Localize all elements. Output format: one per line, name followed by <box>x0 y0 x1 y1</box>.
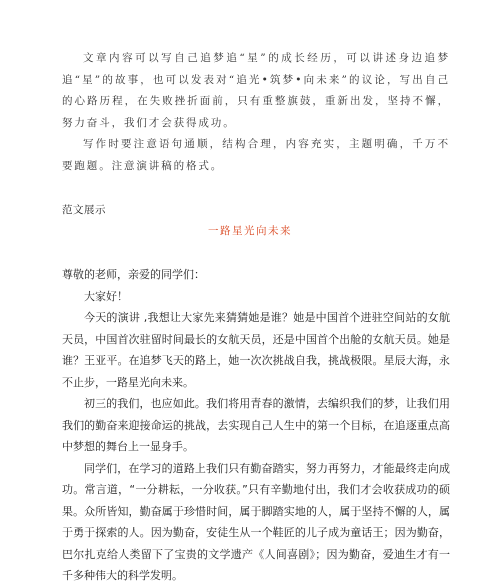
guidance-paragraph: 文章内容可以写自己追梦追“星”的成长经历，可以讲述身边追梦追“星”的故事，也可以发表对“追光•筑梦•向未来”的议论，写出自己的心路历程，在失败挫折面前，只有重整旗鼓，重新出发，坚持不懈，努力奋斗，我们才会获得成功。 <box>62 52 450 129</box>
guidance-paragraph: 写作时要注意语句通顺，结构合理，内容充实，主题明确，千万不要跑题。注意演讲稿的格式。 <box>62 138 450 172</box>
essay-paragraph: 今天的演讲 ,我想让大家先来猜猜她是谁？她是中国首个进驻空间站的女航天员，中国首次驻留时间最长的女航天员，还是中国首个出舱的女航天员。她是谁？王亚平。在追梦飞天的路上，她一次次挑战自我，挑战极限。星辰大海，永不止步，一路星光向未来。 <box>62 311 450 389</box>
essay-title: 一路星光向未来 <box>208 225 292 237</box>
essay-paragraph: 同学们，在学习的道路上我们只有勤奋踏实，努力再努力，才能最终走向成功。常言道，“一分耕耘，一分收获。”只有辛勤地付出，我们才会收获成功的硕果。众所皆知，勤奋属于珍惜时间，属于脚踏实地的人，属于坚持不懈的人，属于勇于探索的人。因为勤奋，安徒生从一个鞋匠的儿子成为童话王；因为勤奋，巴尔扎克给人类留下了宝贵的文学遗产《人间喜剧》；因为勤奋，爱迪生才有一千多种伟大的科学发明。 <box>62 461 450 582</box>
essay-greeting: 大家好！ <box>84 289 128 303</box>
essay-body <box>62 264 450 587</box>
essay-salutation: 尊敬的老师，亲爱的同学们： <box>62 268 205 281</box>
section-title: 范文展示 <box>62 204 106 216</box>
essay-paragraph: 初三的我们，也应如此。我们将用青春的激情，去编织我们的梦，让我们用我们的勤奋来迎接命运的挑战，去实现自己人生中的第一个目标，在追逐重点高中梦想的舞台上一显身手。 <box>62 397 450 453</box>
writing-guidance <box>62 48 450 177</box>
